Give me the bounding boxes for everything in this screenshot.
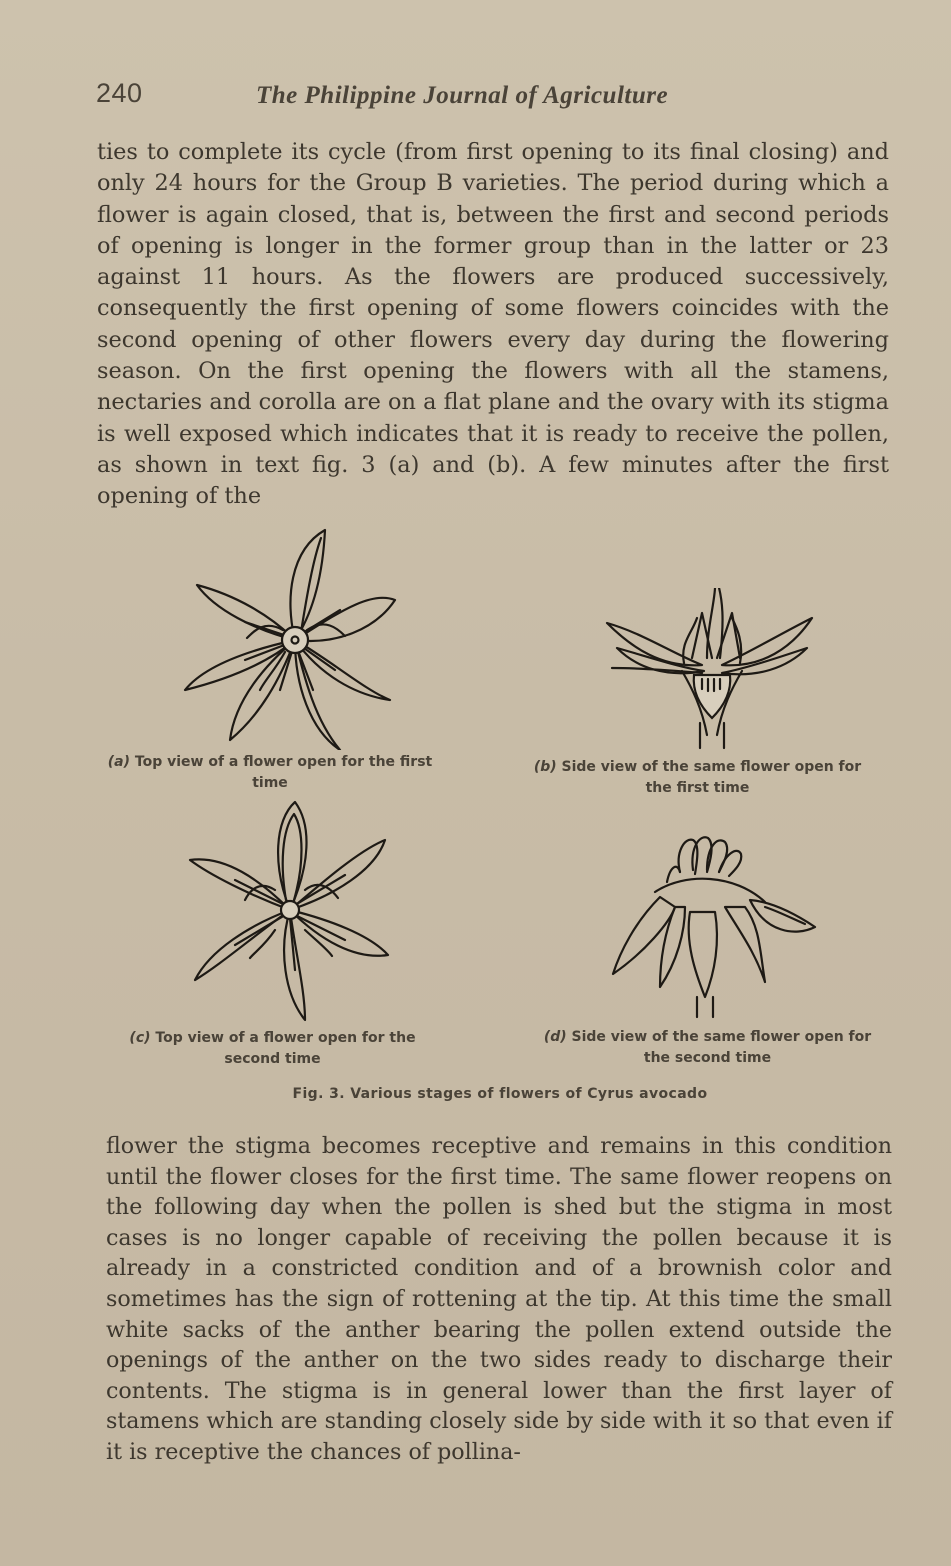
figure-c-caption-text: Top view of a flower open for the second time (155, 1030, 416, 1067)
body-paragraph-top: ties to complete its cycle (from first opening to its final closing) and only 24 hours for the Group B varieties. The period during which a flower is again closed, that is, between the first and second periods of opening is longer in the former group than in the latter or 23 against 11 hours. As the flowers are produced successively, consequently the first opening of some flowers coincides with the second opening of other flowers every day during the flowering season. On the first opening the flowers with all the stamens, nectaries and corolla are on a flat plane and the ovary with its stigma is well exposed which indicates that it is ready to receive the pollen, as shown in text fig. 3 (a) and (b). A few minutes after the first opening of the (97, 139, 889, 510)
figure-a-caption (100, 752, 440, 794)
figure-b-drawing (600, 588, 820, 753)
body-paragraph-bottom: flower the stigma becomes receptive and remains in this condition until the flower closes for the first time. The same flower reopens on the following day when the pollen is shed but the stigma in most cases is no longer capable of receiving the pollen because it is already in a constricted condition and of a brownish color and sometimes has the sign of rottening at the tip. At this time the small white sacks of the anther bearing the pollen extend outside the openings of the anther on the two sides ready to discharge their contents. The stigma is in general lower than the first layer of stamens which are standing closely side by side with it so that even if it is receptive the chances of pollina- (106, 1133, 892, 1465)
figure-c-caption (100, 1028, 445, 1070)
figure-a-drawing (175, 528, 400, 750)
figure-d-label: (d) (543, 1029, 567, 1045)
figure-main-caption: Fig. 3. Various stages of flowers of Cyrus avocado (292, 1086, 708, 1102)
figure-d-caption-text: Side view of the same flower open for the second time (571, 1029, 872, 1066)
figure-c-drawing (178, 800, 393, 1022)
figure-d-caption (530, 1027, 885, 1069)
figure-a-label: (a) (107, 754, 131, 770)
figure-d-drawing (605, 832, 820, 1022)
figure-b-caption-text: Side view of the same flower open for the first time (561, 759, 862, 796)
journal-title: The Philippine Journal of Agriculture (256, 82, 669, 109)
running-header (96, 78, 896, 122)
page-number: 240 (96, 78, 143, 108)
figure-b-label: (b) (533, 759, 557, 775)
figure-b-caption (525, 757, 870, 799)
figure-a-caption-text: Top view of a flower open for the first time (134, 754, 433, 791)
figure-c-label: (c) (129, 1030, 151, 1046)
